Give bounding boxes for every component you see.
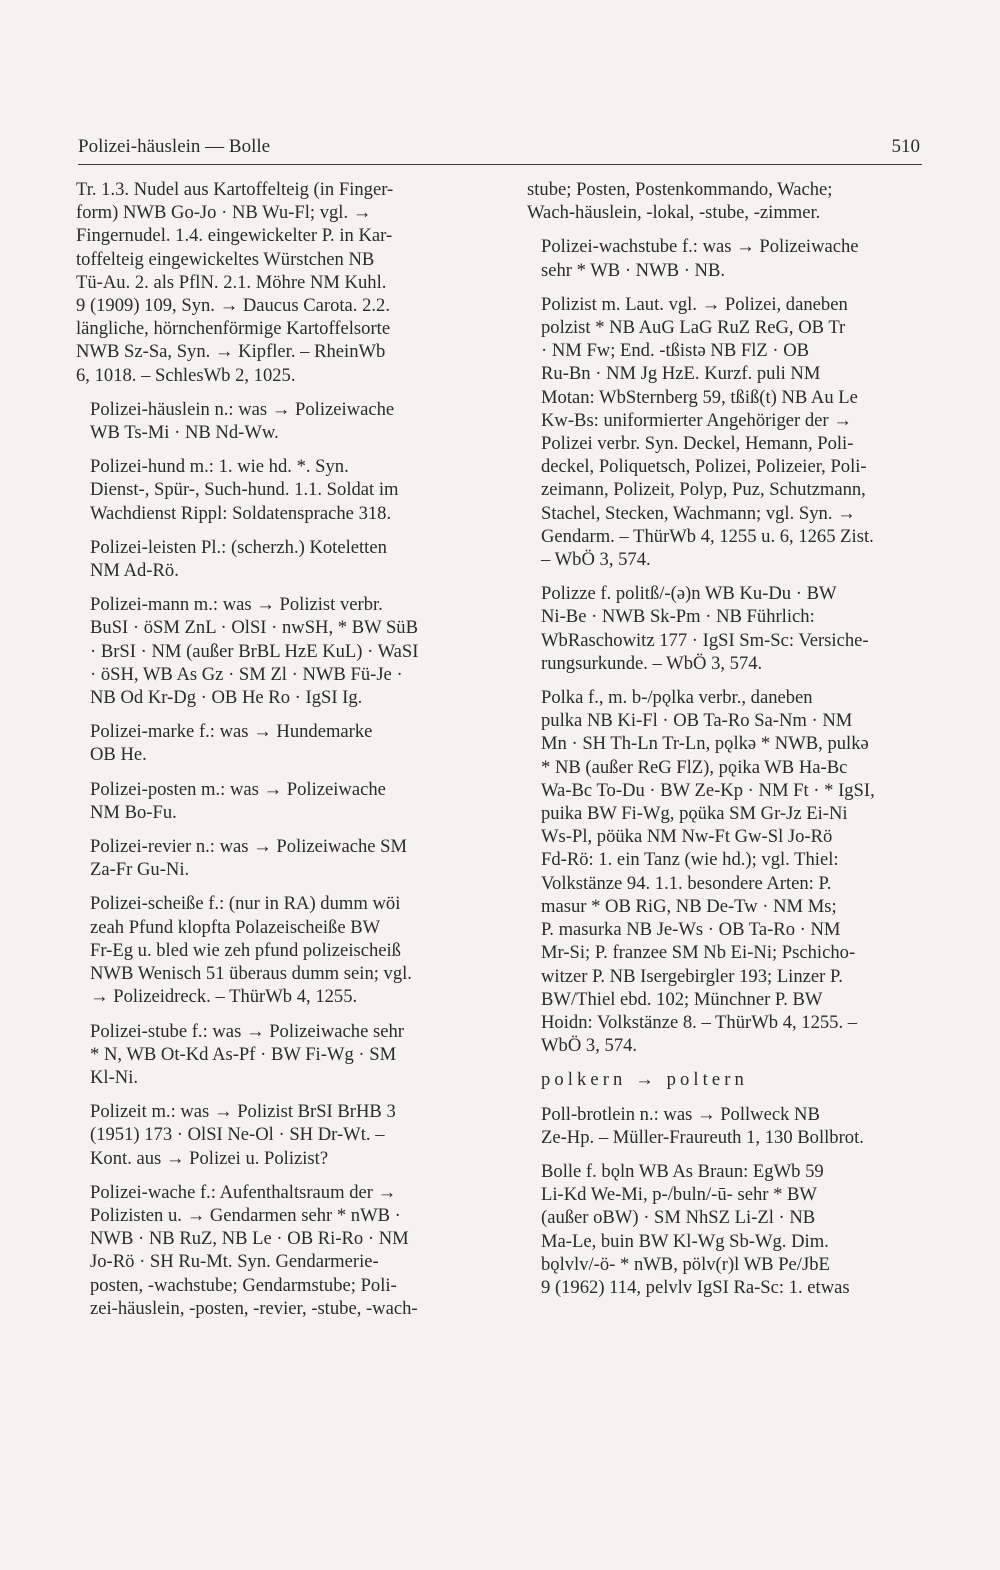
entry-line: WbÖ 3, 574. [541, 1035, 638, 1057]
entry-line: pulka NB Ki-Fl · OB Ta-Ro Sa-Nm · NM [541, 710, 853, 732]
entry-line: Gendarm. – ThürWb 4, 1255 u. 6, 1265 Zist. [541, 525, 874, 547]
entry-line: NWB Sz-Sa, Syn. → Kipfler. – RheinWb [76, 341, 386, 363]
entry-line: Motan: WbSternberg 59, tßiß(t) NB Au Le [541, 386, 858, 408]
entry-line: deckel, Poliquetsch, Polizei, Polizeier, Poli- [541, 456, 867, 478]
entry-line: polkern → poltern [541, 1069, 748, 1091]
entry-line: Za-Fr Gu-Ni. [90, 859, 190, 881]
entry-line: Polizei-wachstube f.: was → Polizeiwache [541, 236, 859, 258]
entry-line: 9 (1962) 114, pelvlv IgSI Ra-Sc: 1. etwas [541, 1276, 850, 1298]
entry-line: Polizei verbr. Syn. Deckel, Hemann, Poli- [541, 433, 854, 455]
entry-line: Ze-Hp. – Müller-Fraureuth 1, 130 Bollbrot. [541, 1126, 864, 1148]
entry-line: Polizei-revier n.: was → Polizeiwache SM [90, 836, 408, 858]
entry-line: Poll-brotlein n.: was → Pollweck NB [541, 1103, 820, 1125]
entry-line: · NM Fw; End. -tßistə NB FlZ · OB [541, 340, 810, 362]
entry-line: Hoidn: Volkstänze 8. – ThürWb 4, 1255. – [541, 1011, 858, 1033]
entry-line: Polizei-häuslein n.: was → Polizeiwache [90, 398, 395, 420]
entry-line: (1951) 173 · OlSI Ne-Ol · SH Dr-Wt. – [90, 1124, 385, 1146]
dictionary-entry [76, 593, 486, 709]
entry-line: Polizze f. politß/-(ə)n WB Ku-Du · BW [541, 583, 837, 605]
entry-line: Wa-Bc To-Du · BW Ze-Kp · NM Ft · * IgSI, [541, 779, 875, 801]
entry-line: Tü-Au. 2. als PflN. 2.1. Möhre NM Kuhl. [76, 271, 387, 293]
entry-line: rungsurkunde. – WbÖ 3, 574. [541, 652, 763, 674]
entry-line: Polizei-hund m.: 1. wie hd. *. Syn. [90, 456, 349, 478]
entry-line: Mn · SH Th-Ln Tr-Ln, pǫlkə * NWB, pulkə [541, 733, 869, 755]
entry-line: Polizei-leisten Pl.: (scherzh.) Koteletten [90, 536, 387, 558]
running-head-title: Polizei-häuslein — Bolle [78, 136, 271, 157]
entry-line: Volkstänze 94. 1.1. besondere Arten: P. [541, 872, 832, 894]
entry-line: NB Od Kr-Dg · OB He Ro · IgSI Ig. [90, 687, 363, 709]
dictionary-entry [527, 235, 923, 281]
dictionary-entry [76, 1181, 486, 1320]
entry-line: NWB · NB RuZ, NB Le · OB Ri-Ro · NM [90, 1228, 409, 1250]
entry-line: Polizist m. Laut. vgl. → Polizei, daneben [541, 293, 848, 315]
entry-continuation [76, 178, 486, 387]
dictionary-entry [76, 398, 486, 444]
entry-line: * N, WB Ot-Kd As-Pf · BW Fi-Wg · SM [90, 1043, 397, 1065]
entry-line: Ws-Pl, pöüka NM Nw-Ft Gw-Sl Jo-Rö [541, 826, 833, 848]
left-column [76, 178, 486, 1331]
entry-line: Polka f., m. b-/pǫlka verbr., daneben [541, 687, 813, 709]
entry-line: NM Ad-Rö. [90, 560, 179, 582]
entry-line: Ru-Bn · NM Jg HzE. Kurzf. puli NM [541, 363, 821, 385]
entry-line: puika BW Fi-Wg, pǫüka SM Gr-Jz Ei-Ni [541, 803, 848, 825]
entry-line: Ni-Be · NWB Sk-Pm · NB Führlich: [541, 606, 815, 628]
entry-line: Kl-Ni. [90, 1066, 139, 1088]
entry-line: witzer P. NB Isergebirgler 193; Linzer P. [541, 965, 843, 987]
entry-line: NWB Wenisch 51 überaus dumm sein; vgl. [90, 963, 412, 985]
entry-line: Polizei-scheiße f.: (nur in RA) dumm wöi [90, 893, 401, 915]
entry-line: * NB (außer ReG FlZ), pǫika WB Ha-Bc [541, 756, 848, 778]
right-column [527, 178, 923, 1310]
dictionary-entry [527, 293, 923, 571]
entry-line: Fd-Rö: 1. ein Tanz (wie hd.); vgl. Thiel: [541, 849, 839, 871]
entry-line: Fingernudel. 1.4. eingewickelter P. in Kar- [76, 225, 393, 247]
entry-line: Polizei-marke f.: was → Hundemarke [90, 721, 373, 743]
entry-line: – WbÖ 3, 574. [541, 549, 651, 571]
dictionary-entry [76, 720, 486, 766]
entry-line: Stachel, Stecken, Wachmann; vgl. Syn. → [541, 502, 856, 524]
entry-line: polzist * NB AuG LaG RuZ ReG, OB Tr [541, 317, 846, 339]
dictionary-entry [76, 536, 486, 582]
entry-line: längliche, hörnchenförmige Kartoffelsorte [76, 318, 391, 340]
dictionary-entry [76, 1100, 486, 1170]
entry-line: Polizisten u. → Gendarmen sehr * nWB · [90, 1204, 401, 1226]
entry-line: (außer oBW) · SM NhSZ Li-Zl · NB [541, 1207, 816, 1229]
dictionary-entry [76, 778, 486, 824]
entry-continuation [527, 178, 923, 224]
entry-line: Bolle f. bǫln WB As Braun: EgWb 59 [541, 1160, 824, 1182]
entry-line: bǫlvlv/-ö- * nWB, pölv(r)l WB Pe/JbE [541, 1253, 830, 1275]
cross-reference [527, 1068, 923, 1091]
entry-line: masur * OB RiG, NB De-Tw · NM Ms; [541, 895, 837, 917]
entry-line: Wachdienst Rippl: Soldatensprache 318. [90, 502, 392, 524]
entry-line: 6, 1018. – SchlesWb 2, 1025. [76, 364, 296, 386]
dictionary-entry [527, 1103, 923, 1149]
entry-line: zeah Pfund klopfta Polazeischeiße BW [90, 916, 381, 938]
dictionary-entry [527, 1160, 923, 1299]
entry-line: Polizei-mann m.: was → Polizist verbr. [90, 594, 383, 616]
entry-line: WbRaschowitz 177 · IgSI Sm-Sc: Versiche- [541, 629, 869, 651]
entry-line: toffelteig eingewickeltes Würstchen NB [76, 248, 375, 270]
dictionary-entry [76, 455, 486, 525]
entry-line: BW/Thiel ebd. 102; Münchner P. BW [541, 988, 823, 1010]
entry-line: WB Ts-Mi · NB Nd-Ww. [90, 422, 279, 444]
dictionary-entry [527, 582, 923, 675]
entry-line: · öSH, WB As Gz · SM Zl · NWB Fü-Je · [90, 663, 403, 685]
page-number: 510 [891, 136, 920, 157]
entry-line: stube; Posten, Postenkommando, Wache; [527, 179, 833, 200]
entry-line: Wach-häuslein, -lokal, -stube, -zimmer. [527, 202, 821, 224]
entry-line: Polizeit m.: was → Polizist BrSI BrHB 3 [90, 1101, 396, 1123]
dictionary-entry [76, 892, 486, 1008]
entry-line: → Polizeidreck. – ThürWb 4, 1255. [90, 986, 358, 1008]
entry-line: Fr-Eg u. bled wie zeh pfund polizeischeiß [90, 939, 401, 961]
entry-line: Ma-Le, buin BW Kl-Wg Sb-Wg. Dim. [541, 1230, 829, 1252]
entry-line: P. masurka NB Je-Ws · OB Ta-Ro · NM [541, 919, 841, 941]
entry-line: Li-Kd We-Mi, p-/buln/-ū- sehr * BW [541, 1184, 817, 1206]
entry-line: zei-häuslein, -posten, -revier, -stube, -wach- [90, 1297, 418, 1319]
entry-line: form) NWB Go-Jo · NB Wu-Fl; vgl. → [76, 202, 372, 224]
entry-line: · BrSI · NM (außer BrBL HzE KuL) · WaSI [90, 640, 419, 662]
dictionary-entry [527, 686, 923, 1057]
entry-line: Polizei-posten m.: was → Polizeiwache [90, 778, 386, 800]
entry-line: Kont. aus → Polizei u. Polizist? [90, 1147, 329, 1169]
dictionary-entry [76, 835, 486, 881]
entry-line: Polizei-wache f.: Aufenthaltsraum der → [90, 1181, 397, 1203]
entry-line: Dienst-, Spür-, Such-hund. 1.1. Soldat im [90, 479, 399, 501]
running-head [78, 136, 922, 165]
entry-line: Kw-Bs: uniformierter Angehöriger der → [541, 409, 852, 431]
entry-line: sehr * WB · NWB · NB. [541, 259, 726, 281]
entry-line: Polizei-stube f.: was → Polizeiwache sehr [90, 1020, 404, 1042]
entry-line: OB He. [90, 744, 147, 766]
dictionary-entry [76, 1020, 486, 1090]
entry-line: 9 (1909) 109, Syn. → Daucus Carota. 2.2. [76, 295, 390, 317]
entry-line: posten, -wachstube; Gendarmstube; Poli- [90, 1274, 397, 1296]
entry-line: BuSI · öSM ZnL · OlSI · nwSH, * BW SüB [90, 617, 419, 639]
entry-line: NM Bo-Fu. [90, 801, 177, 823]
entry-line: Jo-Rö · SH Ru-Mt. Syn. Gendarmerie- [90, 1251, 379, 1273]
entry-line: Mr-Si; P. franzee SM Nb Ei-Ni; Pschicho- [541, 942, 856, 964]
entry-line: Tr. 1.3. Nudel aus Kartoffelteig (in Finger- [76, 179, 394, 200]
entry-line: zeimann, Polizeit, Polyp, Puz, Schutzmann, [541, 479, 866, 501]
